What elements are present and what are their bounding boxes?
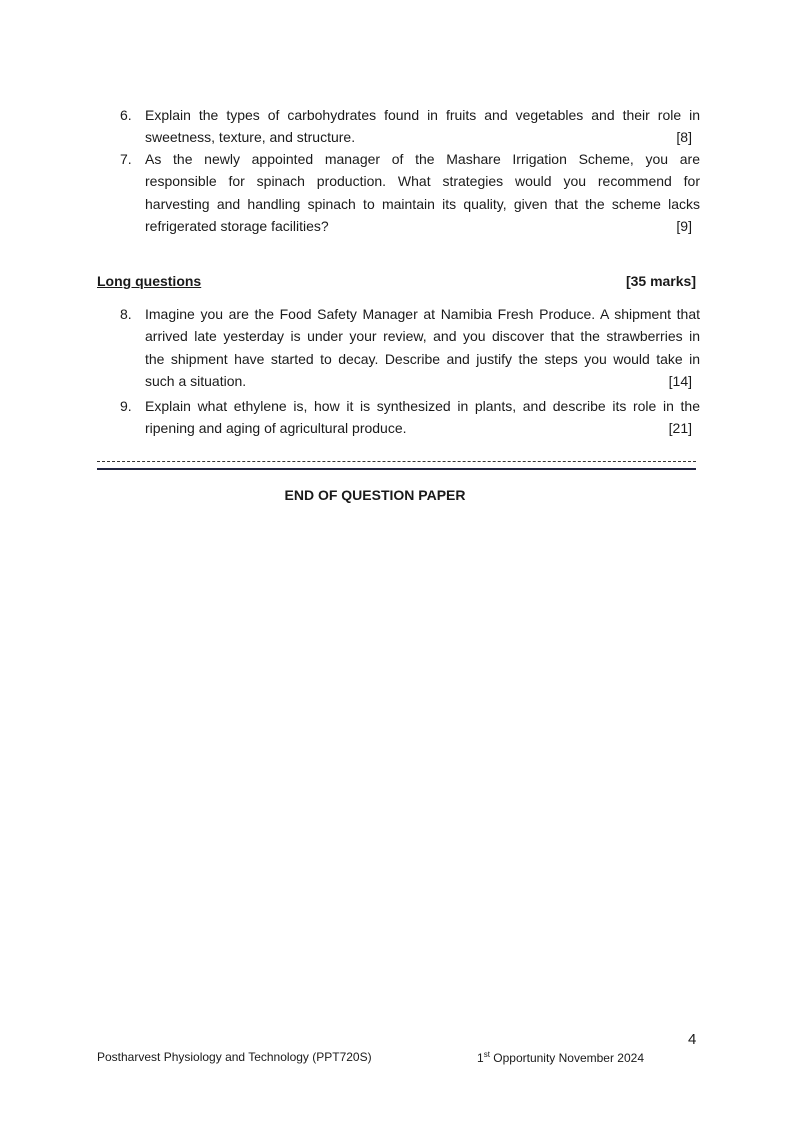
question-line-text: ripening and aging of agricultural produce. xyxy=(145,420,407,437)
question-number: 7. xyxy=(120,151,132,167)
question-9 xyxy=(120,395,700,440)
section-marks: [35 marks] xyxy=(625,273,696,289)
solid-divider xyxy=(97,468,696,470)
end-of-paper: END OF QUESTION PAPER xyxy=(284,487,466,503)
footer-opportunity-suffix: st xyxy=(483,1050,490,1059)
question-line: Explain the types of carbohydrates found in fruits and vegetables and their role in xyxy=(145,107,700,123)
footer-opportunity-number: 1 xyxy=(477,1051,484,1065)
footer-course: Postharvest Physiology and Technology (PPT720S) xyxy=(97,1050,372,1064)
question-line: harvesting and handling spinach to maintain its quality, given that the scheme lacks xyxy=(145,195,700,212)
question-line-text: sweetness, texture, and structure. xyxy=(145,129,356,146)
question-number: 8. xyxy=(120,306,132,322)
page-number: 4 xyxy=(688,1031,697,1048)
question-mark: [21] xyxy=(668,420,692,437)
question-line xyxy=(145,417,700,439)
question-6 xyxy=(120,104,700,149)
question-line-text: such a situation. xyxy=(145,372,247,389)
section-title: Long questions xyxy=(97,273,202,289)
question-line xyxy=(145,215,700,237)
question-line xyxy=(145,126,700,148)
question-line: responsible for spinach production. What strategies would you recommend for xyxy=(145,173,700,190)
question-8 xyxy=(120,303,700,392)
question-line: As the newly appointed manager of the Mashare Irrigation Scheme, you are xyxy=(145,151,700,167)
question-mark: [14] xyxy=(668,372,692,389)
question-number: 6. xyxy=(120,107,132,123)
footer-opportunity-text: Opportunity November 2024 xyxy=(489,1051,645,1065)
question-number: 9. xyxy=(120,398,132,414)
question-7 xyxy=(120,148,700,237)
dashed-divider xyxy=(97,461,696,462)
question-line: Explain what ethylene is, how it is synthesized in plants, and describe its role in the xyxy=(145,398,700,414)
question-line: the shipment have started to decay. Describe and justify the steps you would take in xyxy=(145,350,700,367)
footer-opportunity xyxy=(477,1050,644,1065)
question-line: arrived late yesterday is under your review, and you discover that the strawberries in xyxy=(145,328,700,345)
question-mark: [8] xyxy=(676,129,692,146)
question-line xyxy=(145,370,700,392)
question-line: Imagine you are the Food Safety Manager at Namibia Fresh Produce. A shipment that xyxy=(145,306,700,322)
question-line-text: refrigerated storage facilities? xyxy=(145,217,329,234)
question-mark: [9] xyxy=(676,217,692,234)
